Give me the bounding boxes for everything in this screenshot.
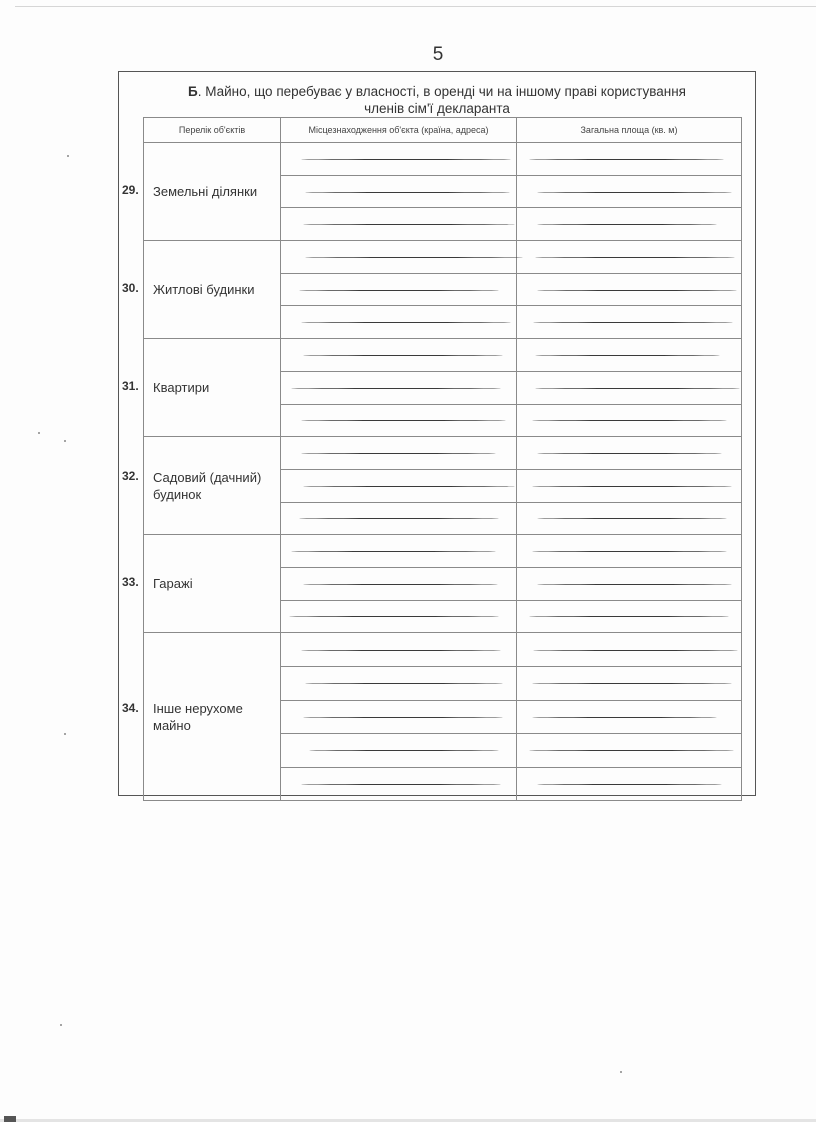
area-cell[interactable] [517,567,742,600]
empty-dash-mark [303,355,503,356]
empty-dash-mark [299,290,499,291]
empty-dash-mark [301,650,501,651]
scan-edge-top [15,6,816,7]
empty-dash-mark [537,192,732,193]
location-cell[interactable] [281,175,517,208]
empty-dash-mark [301,322,511,323]
area-cell[interactable] [517,633,742,667]
location-cell[interactable] [281,241,517,274]
item-number: 32. [122,469,139,484]
location-cell[interactable] [281,633,517,667]
location-cell[interactable] [281,767,517,801]
table-row [144,633,742,667]
empty-dash-mark [532,420,727,421]
empty-dash-mark [529,159,724,160]
empty-dash-mark [532,717,717,718]
area-cell[interactable] [517,241,742,274]
location-cell[interactable] [281,666,517,700]
empty-dash-mark [529,750,734,751]
empty-dash-mark [305,257,523,258]
category-label: Земельні ділянки [144,143,281,241]
area-cell[interactable] [517,437,742,470]
area-cell[interactable] [517,404,742,437]
empty-dash-mark [537,453,722,454]
item-number: 31. [122,379,139,394]
empty-dash-mark [303,224,515,225]
location-cell[interactable] [281,404,517,437]
empty-dash-mark [299,518,499,519]
empty-dash-mark [532,551,727,552]
location-cell[interactable] [281,143,517,176]
empty-dash-mark [537,290,737,291]
area-cell[interactable] [517,143,742,176]
empty-dash-mark [535,257,735,258]
table-row [144,241,742,274]
section-title-text: . Майно, що перебуває у власності, в оренді чи на іншому праві користування [197,84,686,99]
table-header-row [144,118,742,143]
location-cell[interactable] [281,502,517,535]
empty-dash-mark [535,388,740,389]
empty-dash-mark [301,159,511,160]
table-row [144,143,742,176]
area-cell[interactable] [517,469,742,502]
area-cell[interactable] [517,734,742,768]
header-objects: Перелік об'єктів [144,118,281,143]
empty-dash-mark [289,616,499,617]
area-cell[interactable] [517,700,742,734]
item-number: 30. [122,281,139,296]
scan-artifact [4,1116,16,1122]
scan-speck [38,432,40,434]
empty-dash-mark [301,784,501,785]
empty-dash-mark [535,355,720,356]
scan-speck [64,733,66,735]
location-cell[interactable] [281,437,517,470]
empty-dash-mark [305,192,510,193]
table-row [144,339,742,372]
category-label: Садовий (дачний) будинок [144,437,281,535]
item-number: 29. [122,183,139,198]
location-cell[interactable] [281,273,517,306]
area-cell[interactable] [517,600,742,633]
area-cell[interactable] [517,666,742,700]
empty-dash-mark [303,717,503,718]
empty-dash-mark [291,551,496,552]
section-letter: Б [187,84,198,99]
empty-dash-mark [291,388,501,389]
empty-dash-mark [532,486,732,487]
empty-dash-mark [532,683,732,684]
page-number: 5 [432,44,444,65]
location-cell[interactable] [281,734,517,768]
section-title-line2: членів сім'ї декларанта [364,101,510,116]
empty-dash-mark [301,420,506,421]
area-cell[interactable] [517,273,742,306]
location-cell[interactable] [281,567,517,600]
area-cell[interactable] [517,502,742,535]
area-cell[interactable] [517,306,742,339]
section-title [118,83,756,117]
scan-speck [620,1071,622,1073]
empty-dash-mark [533,322,733,323]
area-cell[interactable] [517,767,742,801]
area-cell[interactable] [517,175,742,208]
location-cell[interactable] [281,208,517,241]
item-number: 34. [122,700,139,715]
location-cell[interactable] [281,371,517,404]
area-cell[interactable] [517,339,742,372]
category-label: Гаражі [144,535,281,633]
assets-table [143,117,742,801]
scan-speck [64,440,66,442]
category-label: Інше нерухоме майно [144,633,281,801]
empty-dash-mark [537,784,722,785]
area-cell[interactable] [517,371,742,404]
location-cell[interactable] [281,600,517,633]
location-cell[interactable] [281,535,517,568]
empty-dash-mark [537,584,732,585]
empty-dash-mark [305,683,503,684]
category-label: Квартири [144,339,281,437]
location-cell[interactable] [281,469,517,502]
empty-dash-mark [537,518,727,519]
location-cell[interactable] [281,339,517,372]
header-location: Місцезнаходження об'єкта (країна, адреса) [281,118,517,143]
area-cell[interactable] [517,208,742,241]
empty-dash-mark [537,224,717,225]
empty-dash-mark [303,584,498,585]
scan-speck [60,1024,62,1026]
empty-dash-mark [301,453,496,454]
empty-dash-mark [529,616,729,617]
empty-dash-mark [309,750,499,751]
location-cell[interactable] [281,306,517,339]
empty-dash-mark [533,650,738,651]
item-number: 33. [122,575,139,590]
table-row [144,437,742,470]
scan-speck [67,155,69,157]
location-cell[interactable] [281,700,517,734]
empty-dash-mark [303,486,515,487]
category-label: Житлові будинки [144,241,281,339]
table-row [144,535,742,568]
area-cell[interactable] [517,535,742,568]
header-area: Загальна площа (кв. м) [517,118,742,143]
